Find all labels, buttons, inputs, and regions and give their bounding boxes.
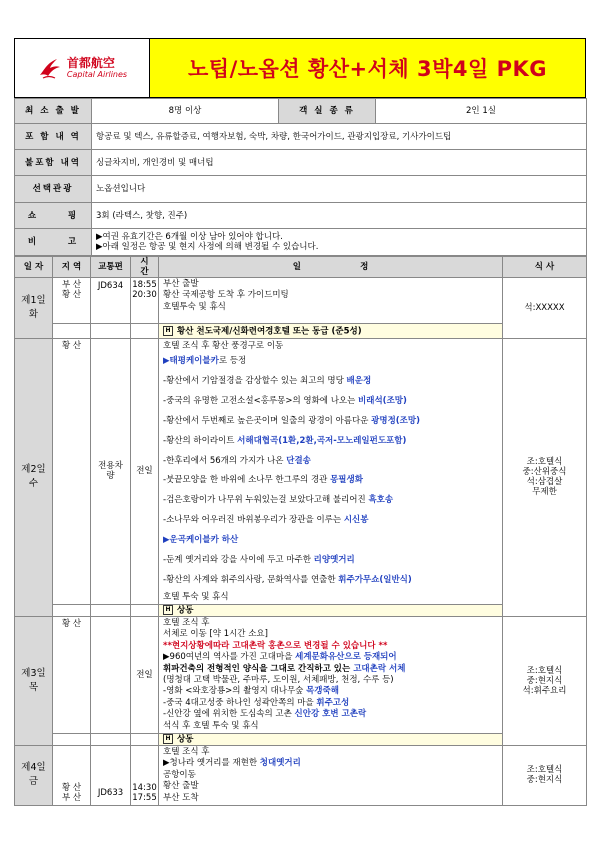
day1-hotel [159, 324, 503, 339]
day1-place2: 황 산 [61, 290, 82, 300]
info-table [14, 98, 587, 256]
room-label: 객 실 종 류 [279, 99, 376, 124]
day1-row [15, 278, 587, 324]
day1-line: 황산 국제공항 도착 후 가이드미팅 [163, 290, 289, 301]
day1-trans: JD634 [91, 278, 131, 324]
day1-cell [15, 278, 53, 339]
day4-cell [15, 745, 53, 805]
day2-meal: 조:호텔식 중:산위중식 석:삼겹살 무제한 [503, 339, 587, 617]
page-title: 노팁/노옵션 황산+서체 3박4일 PKG [188, 57, 547, 81]
day4-line: 황산 출발 [163, 781, 199, 792]
day1-schedule [159, 278, 503, 324]
day3-hotel-text: 상동 [177, 734, 194, 745]
day2-hotel [159, 604, 503, 616]
itinerary-page [14, 38, 586, 806]
day4-row [15, 745, 587, 805]
header [14, 38, 586, 98]
day1-line: 호텔투숙 및 휴식 [163, 301, 226, 312]
day4-label: 제4일 [21, 762, 46, 774]
day2-line: -황산의 사계와 휘주의사랑, 문화역사를 연출한 휘주가무쇼(일반식) [163, 574, 412, 585]
excl-label: 불포함 내역 [15, 150, 92, 176]
excl-value: 싱글차지비, 개인경비 및 매너팁 [92, 150, 587, 176]
day3-line: -신안강 옆에 위치한 도심속의 고촌 신안강 호변 고촌락 [163, 709, 367, 720]
day2-line: -한후리에서 56개의 가지가 나온 단결송 [163, 455, 311, 466]
col-trans: 교통편 [91, 257, 131, 278]
day4-dow: 금 [28, 776, 39, 788]
day3-line: -중국 4대고성중 하나인 성곽안쪽의 마을 휘주고성 [163, 697, 350, 708]
day2-hotel-text: 상동 [177, 605, 194, 616]
col-time: 시 간 [131, 257, 159, 278]
day3-line: 호텔 조식 후 [163, 617, 210, 628]
day3-line: 석식 후 호텔 투숙 및 휴식 [163, 720, 259, 731]
day1-hotel-text: 황산 천도국제/신화련여경호텔 또는 동급 (준5성) [177, 326, 362, 337]
day1-line: 부산 출발 [163, 279, 199, 289]
day2-line: ▶태평케이블카로 등정 [163, 356, 247, 366]
day1-meal: 석:XXXXX [503, 278, 587, 339]
day3-label: 제3일 [21, 667, 46, 679]
day3-time: 전일 [131, 616, 159, 733]
min-label: 최 소 출 발 [15, 99, 92, 124]
day2-line: -소나무와 어우러진 바위봉우리가 장관을 이루는 시신봉 [163, 515, 369, 526]
hotel-icon: H [163, 734, 173, 744]
day2-line: 호텔 투숙 및 휴식 [163, 591, 229, 602]
day3-meal: 조:호텔식 중:현지식 석:휘주요리 [503, 616, 587, 745]
day2-line: ▶운곡케이블카 하산 [163, 535, 239, 546]
day2-line: -황산에서 두번째로 높은곳이며 일출의 광경이 아름다운 광명정(조망) [163, 415, 420, 426]
note-label: 비 고 [15, 229, 92, 256]
day2-schedule [159, 339, 503, 605]
phoenix-logo-icon [37, 55, 63, 81]
day2-trans: 전용차량 [91, 339, 131, 605]
airline-logo [15, 39, 150, 97]
day4-schedule [159, 745, 503, 805]
day3-place: 황 산 [53, 616, 91, 733]
col-day: 일 자 [15, 257, 53, 278]
day3-row [15, 616, 587, 733]
day1-dow: 화 [28, 309, 39, 320]
day2-line: -황산에서 기암절경을 감상할수 있는 최고의 명당 배운정 [163, 375, 372, 386]
day4-place1: 황 산 [61, 782, 82, 793]
day3-hotel [159, 733, 503, 745]
note-line-1: ▶여권 유효기간은 6개월 이상 남아 있어야 합니다. [96, 232, 283, 242]
day3-line: 휘파건축의 전형적인 양식을 그대로 간직하고 있는 고대촌락 서체 [163, 663, 406, 674]
option-value: 노옵션입니다 [92, 176, 587, 203]
day2-place: 황 산 [53, 339, 91, 605]
day2-line: -둔계 옛거리와 강을 사이에 두고 마주한 리양옛거리 [163, 555, 355, 566]
day1-label: 제1일 [21, 295, 46, 306]
schedule-table [14, 256, 587, 806]
day2-line: -중국의 유명한 고전소설<홍루몽>의 영화에 나오는 비래석(조망) [163, 395, 407, 406]
hotel-icon: H [163, 326, 173, 336]
day2-row [15, 339, 587, 605]
col-schedule: 일 정 [159, 257, 503, 278]
day2-line: 호텔 조식 후 황산 풍경구로 이동 [163, 341, 284, 351]
col-meal: 식 사 [503, 257, 587, 278]
shopping-label: 쇼 핑 [15, 203, 92, 229]
day3-cell [15, 616, 53, 745]
shopping-value: 3회 (라텍스, 찻향, 진주) [92, 203, 587, 229]
title-banner [150, 39, 585, 97]
hotel-icon: H [163, 605, 173, 615]
day4-line: 호텔 조식 후 [163, 746, 210, 757]
day4-line: ▶청나라 옛거리를 재현한 청대옛거리 [163, 758, 301, 769]
day4-time1: 14:30 [132, 782, 157, 793]
day4-meal: 조:호텔식 중:현지식 [503, 745, 587, 805]
min-value: 8명 이상 [92, 99, 279, 124]
day3-line: ▶960여년의 역사를 가진 고대마을 세계문화유산으로 등재되어 [163, 652, 397, 663]
logo-english-text: Capital Airlines [66, 69, 128, 79]
day3-dow: 목 [28, 681, 39, 693]
day4-time2: 17:55 [132, 792, 157, 803]
incl-value: 항공료 및 텍스, 유류할증료, 여행자보험, 숙박, 차량, 한국어가이드, 관광지입장료, 기사가이드팁 [92, 124, 587, 150]
logo-chinese-text: 首都航空 [66, 55, 115, 70]
day2-cell [15, 339, 53, 617]
day1-time1: 18:55 [132, 280, 157, 290]
note-value [92, 229, 587, 256]
day3-line: -영화 <와호장룡>의 촬영지 대나무숲 목갱죽해 [163, 686, 339, 697]
day3-line: 서체로 이동 [약 1시간 소요] [163, 629, 268, 640]
day3-line: **현지상황에따라 고대촌락 홍촌으로 변경될 수 있습니다 ** [163, 640, 388, 651]
day4-trans: JD633 [91, 745, 131, 805]
day3-line: (명청대 고택 박물관, 주마루, 도이원, 서체패방, 천정, 수루 등) [163, 674, 394, 685]
day2-line: -황산의 하이라이트 서해대협곡(1환,2환,곡저-모노레일펀도포함) [163, 435, 407, 446]
day2-time: 전일 [131, 339, 159, 605]
day4-line: 부산 도착 [163, 792, 199, 803]
day3-schedule [159, 616, 503, 733]
col-place: 지 역 [53, 257, 91, 278]
day2-line: -검은호랑이가 나무위 누워있는걸 보았다고해 불리어진 흑호송 [163, 495, 394, 506]
day2-line: -붓끝모양을 한 바위에 소나무 한그루의 경관 몽필생화 [163, 475, 363, 486]
day4-place2: 부 산 [61, 792, 82, 803]
day4-line: 공항이동 [163, 769, 196, 780]
room-value: 2인 1실 [376, 99, 587, 124]
option-label: 선택관광 [15, 176, 92, 203]
day1-time2: 20:30 [132, 290, 157, 300]
day2-label: 제2일 [21, 464, 46, 476]
day1-place1: 부 산 [61, 280, 82, 290]
note-line-2: ▶아래 일정은 항공 및 현지 사정에 의해 변경될 수 있습니다. [96, 242, 319, 252]
incl-label: 포 함 내 역 [15, 124, 92, 150]
day2-dow: 수 [28, 478, 39, 490]
